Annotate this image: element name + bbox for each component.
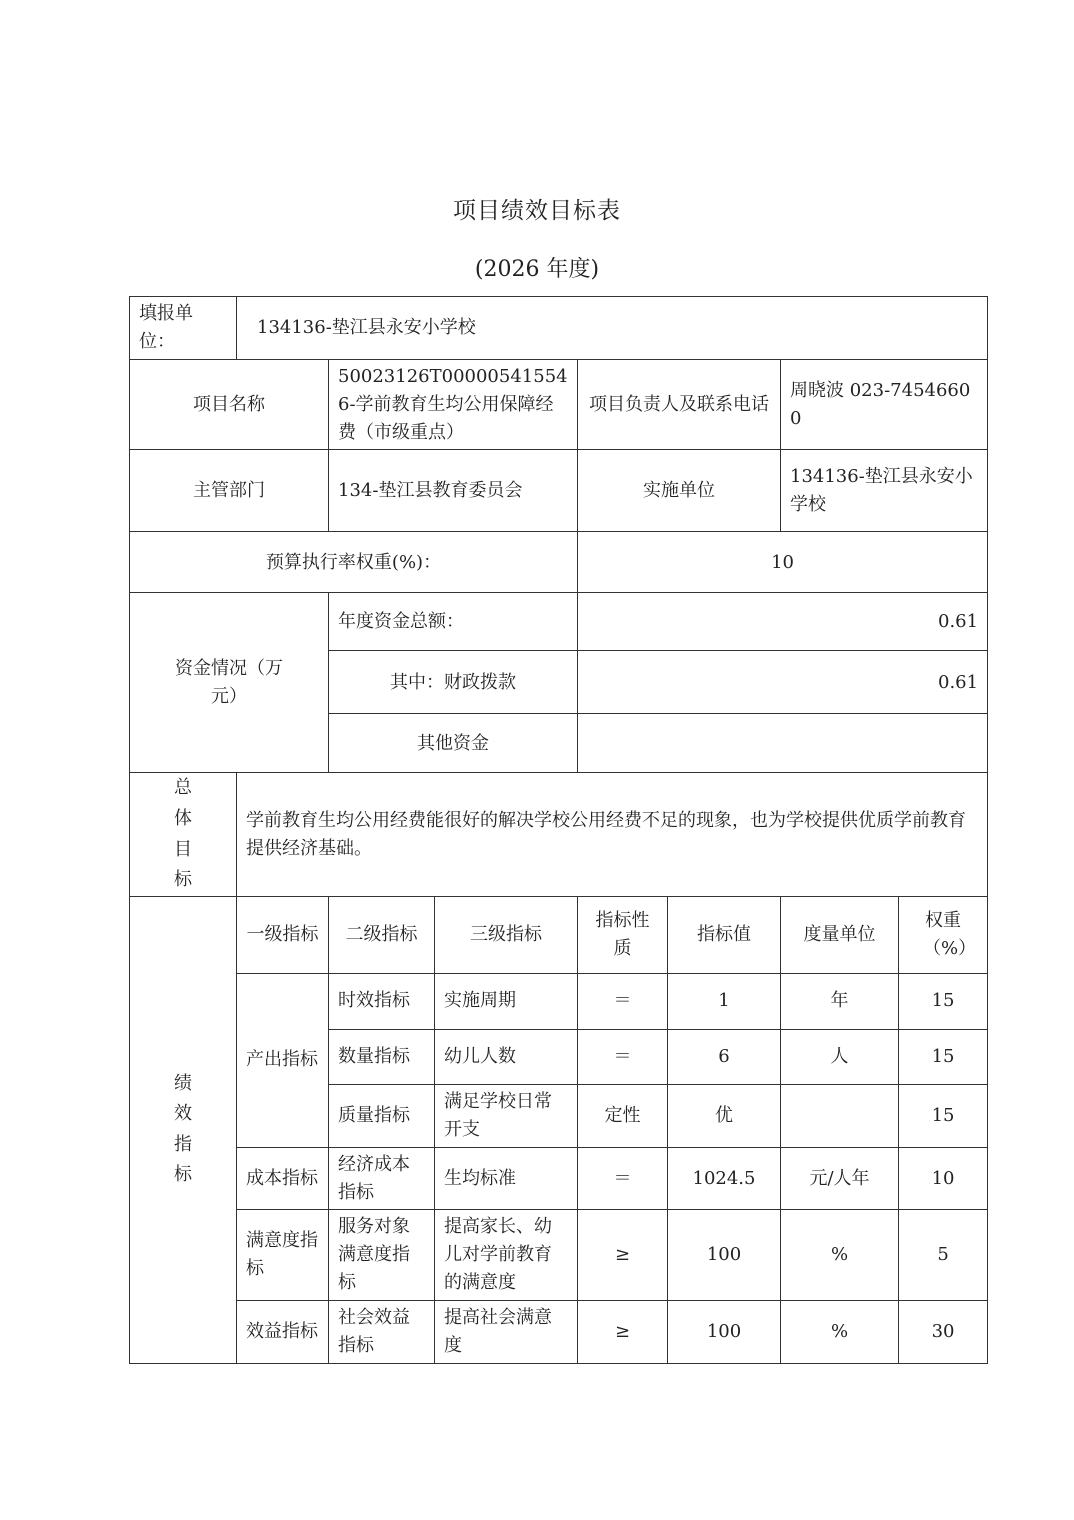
unit-cell: 年 xyxy=(781,973,899,1029)
weight-cell: 10 xyxy=(899,1147,988,1210)
level2-cell: 社会效益指标 xyxy=(329,1301,435,1364)
goal-text: 学前教育生均公用经费能很好的解决学校公用经费不足的现象，也为学校提供优质学前教育提供经济基础。 xyxy=(237,773,988,896)
dept-value: 134-垫江县教育委员会 xyxy=(329,450,578,532)
goal-row xyxy=(130,773,988,896)
unit-value: 134136-垫江县永安小学校 xyxy=(237,297,988,360)
level2-cell: 经济成本指标 xyxy=(329,1147,435,1210)
weight-cell: 15 xyxy=(899,1029,988,1084)
level3-cell: 生均标准 xyxy=(435,1147,578,1210)
nature-cell: ＝ xyxy=(578,1029,668,1084)
funds-fiscal-label: 其中：财政拨款 xyxy=(329,651,578,714)
funds-label: 资金情况（万元） xyxy=(130,593,329,773)
level2-cell: 时效指标 xyxy=(329,973,435,1029)
nature-cell: ＝ xyxy=(578,1147,668,1210)
value-cell: 100 xyxy=(668,1210,781,1301)
header-nature: 指标性质 xyxy=(578,896,668,973)
project-row xyxy=(130,359,988,450)
level3-cell: 满足学校日常开支 xyxy=(435,1084,578,1147)
level1-cell: 效益指标 xyxy=(237,1301,329,1364)
value-cell: 1024.5 xyxy=(668,1147,781,1210)
header-level3: 三级指标 xyxy=(435,896,578,973)
unit-row xyxy=(130,297,988,360)
table-row xyxy=(130,1147,988,1210)
impl-unit-value: 134136-垫江县永安小学校 xyxy=(781,450,988,532)
page-subtitle: (2026 年度) xyxy=(474,257,600,282)
level1-cell: 产出指标 xyxy=(237,973,329,1147)
table-row xyxy=(130,973,988,1029)
unit-cell: 元/人年 xyxy=(781,1147,899,1210)
level3-cell: 提高家长、幼儿对学前教育的满意度 xyxy=(435,1210,578,1301)
unit-cell: % xyxy=(781,1210,899,1301)
level3-cell: 提高社会满意度 xyxy=(435,1301,578,1364)
level1-cell: 成本指标 xyxy=(237,1147,329,1210)
goal-label: 总体目标 xyxy=(130,773,237,896)
level2-cell: 数量指标 xyxy=(329,1029,435,1084)
header-value: 指标值 xyxy=(668,896,781,973)
dept-label: 主管部门 xyxy=(130,450,329,532)
project-name-label: 项目名称 xyxy=(130,359,329,450)
weight-cell: 15 xyxy=(899,973,988,1029)
table-row xyxy=(130,1210,988,1301)
level3-cell: 幼儿人数 xyxy=(435,1029,578,1084)
funds-total-row xyxy=(130,593,988,651)
value-cell: 1 xyxy=(668,973,781,1029)
nature-cell: 定性 xyxy=(578,1084,668,1147)
value-cell: 100 xyxy=(668,1301,781,1364)
header-level1: 一级指标 xyxy=(237,896,329,973)
level2-cell: 服务对象满意度指标 xyxy=(329,1210,435,1301)
unit-cell xyxy=(781,1084,899,1147)
header-level2: 二级指标 xyxy=(329,896,435,973)
dept-row xyxy=(130,450,988,532)
funds-other-label: 其他资金 xyxy=(329,714,578,773)
header-unit: 度量单位 xyxy=(781,896,899,973)
value-cell: 6 xyxy=(668,1029,781,1084)
nature-cell: ＝ xyxy=(578,973,668,1029)
funds-total-value: 0.61 xyxy=(578,593,988,651)
budget-rate-value: 10 xyxy=(578,532,988,593)
weight-cell: 15 xyxy=(899,1084,988,1147)
table-row xyxy=(130,1301,988,1364)
level1-cell: 满意度指标 xyxy=(237,1210,329,1301)
unit-cell: 人 xyxy=(781,1029,899,1084)
header-weight: 权重（%） xyxy=(899,896,988,973)
unit-label: 填报单位： xyxy=(130,297,237,360)
nature-cell: ≥ xyxy=(578,1210,668,1301)
project-contact-label: 项目负责人及联系电话 xyxy=(578,359,781,450)
level2-cell: 质量指标 xyxy=(329,1084,435,1147)
page-title: 项目绩效目标表 xyxy=(453,198,621,224)
budget-rate-row xyxy=(130,532,988,593)
indicator-header-row xyxy=(130,896,988,973)
project-name-value: 50023126T000005415546-学前教育生均公用保障经费（市级重点） xyxy=(329,359,578,450)
weight-cell: 30 xyxy=(899,1301,988,1364)
unit-cell: % xyxy=(781,1301,899,1364)
value-cell: 优 xyxy=(668,1084,781,1147)
funds-total-label: 年度资金总额： xyxy=(329,593,578,651)
level3-cell: 实施周期 xyxy=(435,973,578,1029)
indicator-section-label: 绩效指标 xyxy=(130,896,237,1363)
funds-fiscal-value: 0.61 xyxy=(578,651,988,714)
performance-table xyxy=(129,296,988,1364)
funds-other-value xyxy=(578,714,988,773)
impl-unit-label: 实施单位 xyxy=(578,450,781,532)
project-contact-value: 周晓波 023-74546600 xyxy=(781,359,988,450)
weight-cell: 5 xyxy=(899,1210,988,1301)
nature-cell: ≥ xyxy=(578,1301,668,1364)
budget-rate-label: 预算执行率权重(%)： xyxy=(130,532,578,593)
